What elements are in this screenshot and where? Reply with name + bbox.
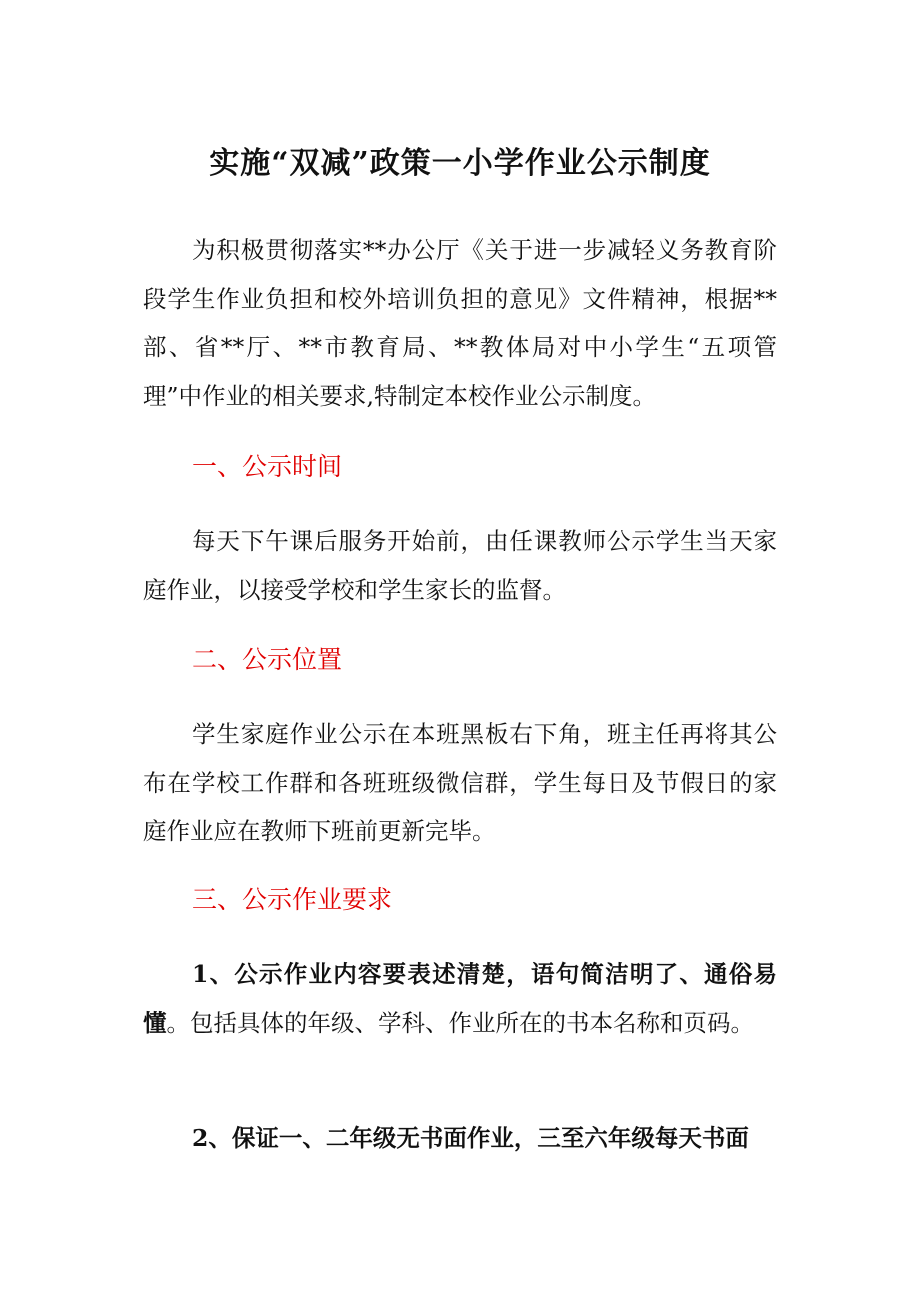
section-body-location: 学生家庭作业公示在本班黑板右下角，班主任再将其公布在学校工作群和各班班级微信群，学生每日及节假日的家庭作业应在教师下班前更新完毕。 xyxy=(143,720,777,845)
section-heading-requirements: 三、公示作业要求 xyxy=(192,885,393,914)
requirement-item-1 xyxy=(143,950,777,1047)
page-title: 实施“双减”政策一小学作业公示制度 xyxy=(209,146,711,181)
requirement-item-1-rest: 。包括具体的年级、学科、作业所在的书本名称和页码。 xyxy=(166,1008,754,1037)
section-body-time: 每天下午课后服务开始前，由任课教师公示学生当天家庭作业，以接受学校和学生家长的监督。 xyxy=(143,527,777,604)
section-heading-time: 一、公示时间 xyxy=(192,452,343,481)
requirement-item-2: 2、保证一、二年级无书面作业，三至六年级每天书面 xyxy=(192,1124,749,1152)
requirement-item-1-bold: 1、公示作业内容要表述清楚，语句简洁明了、通俗易懂 xyxy=(143,960,777,1037)
section-heading-location: 二、公示位置 xyxy=(192,645,343,674)
intro-paragraph: 为积极贯彻落实**办公厅《关于进一步减轻义务教育阶段学生作业负担和校外培训负担的意见》文件精神，根据**部、省**厅、**市教育局、**教体局对中小学生“五项管理”中作业的相关要求,特制定本校作业公示制度。 xyxy=(143,236,777,410)
